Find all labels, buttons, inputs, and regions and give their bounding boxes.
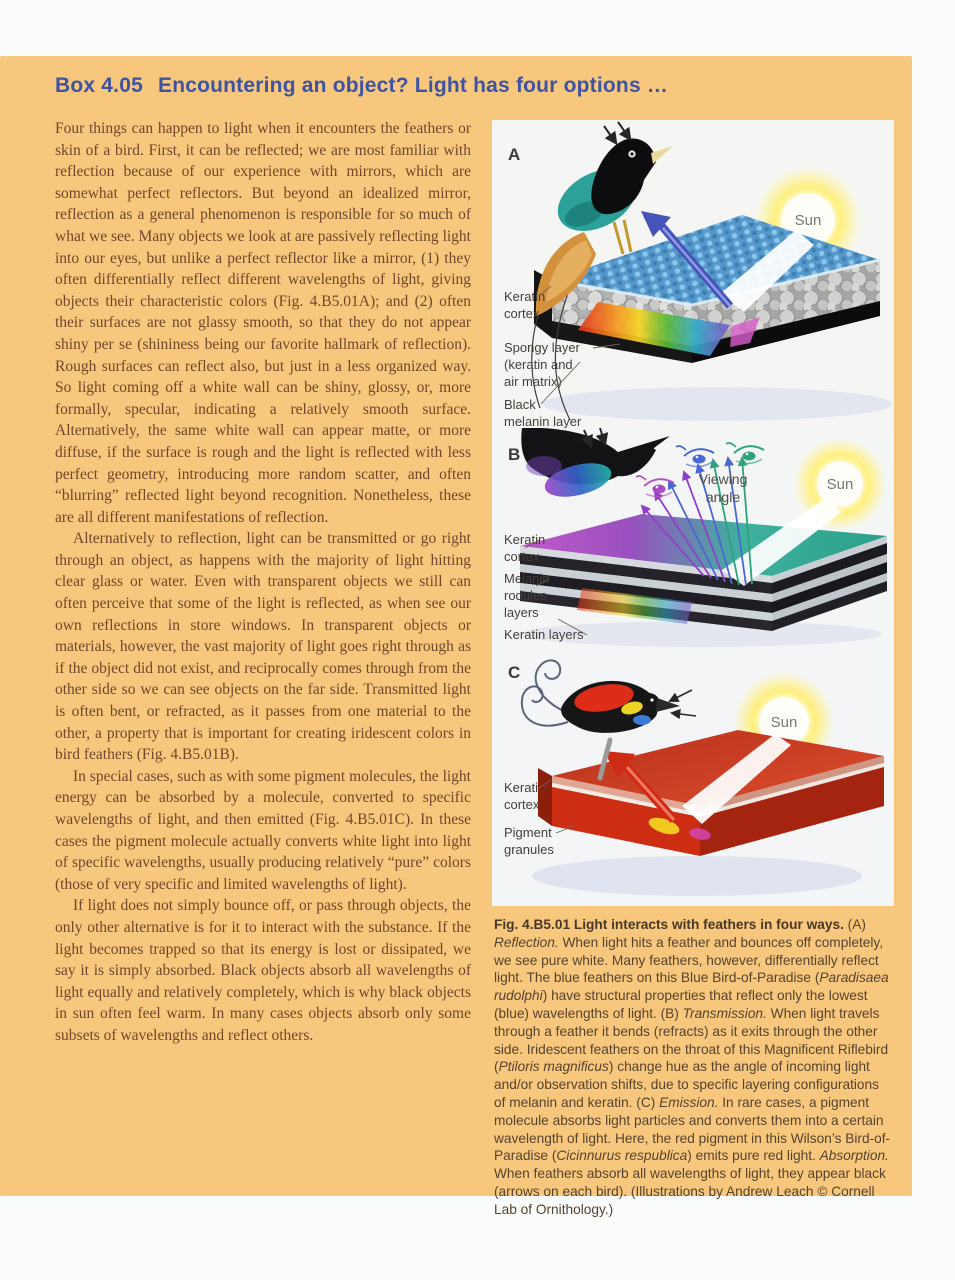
slab-left-edge	[538, 768, 552, 826]
spongy-layer-label: air matrix)	[504, 374, 562, 389]
box-title	[55, 74, 895, 98]
sun-a-label: Sun	[794, 212, 822, 229]
panel-b-letter: B	[508, 445, 521, 464]
caption-text: When light travels through a feather it bends (refracts) as it exits through the other side. Iridescent feathers on the throat of this Magnificent Riflebird (	[494, 1005, 889, 1075]
panel-a-letter: A	[508, 145, 521, 164]
bird-pupil	[630, 152, 633, 155]
caption-emission: Emission.	[659, 1094, 719, 1110]
caption-reflection: Reflection.	[494, 934, 559, 950]
caption-species: Paradisaea rudolphi	[494, 970, 889, 1004]
panel-b-transmission	[492, 428, 894, 648]
caption-absorption: Absorption.	[819, 1148, 889, 1164]
paragraph-emission: In special cases, such as with some pigment molecules, the light energy can be absorbed by a molecule, converted to specific wavelengths of light, and then emitted (Fig. 4.B5.01C). In these cases the pigment molecule actually converts white light into light of specific wavelengths, usually producing relatively “pure” colors (those of very specific and limited wavelengths of light).	[55, 767, 471, 893]
article-text	[55, 118, 471, 1047]
sun-c-label: Sun	[770, 714, 798, 731]
viewing-angle-label: Viewing	[698, 471, 748, 487]
panel-a-reflection	[492, 120, 894, 428]
keratin-cortex-label: cortex	[504, 306, 540, 321]
bird-eye	[650, 698, 653, 701]
black-melanin-label: melanin layer	[504, 414, 582, 428]
caption-species: Ptiloris magnificus	[498, 1059, 609, 1075]
figure-illustration	[492, 120, 894, 906]
caption-species: Cicinnurus respublica	[556, 1148, 688, 1164]
keratin-cortex-label: cortex	[504, 797, 540, 812]
keratin-layers-label: Keratin layers	[504, 627, 584, 642]
caption-text: In rare cases, a pigment molecule absorbs light particles and converts them into a certain wavelength of light. Here, the red pigment in this Wilson’s Bird-of-Paradise (	[494, 1094, 891, 1164]
keratin-cortex-label: cortex	[504, 549, 540, 564]
spongy-layer-label: Spongy layer	[504, 340, 580, 355]
caption-fig-number: Fig. 4.B5.01 Light interacts with feathers in four ways.	[494, 917, 848, 932]
pigment-granules-label: Pigment	[504, 825, 552, 840]
melanin-rodules-label: rodules	[504, 588, 547, 603]
ground-shadow	[542, 387, 892, 421]
caption-transmission: Transmission.	[682, 1005, 767, 1021]
panel-c-letter: C	[508, 663, 521, 682]
sun-b-label: Sun	[826, 476, 854, 493]
figure	[492, 120, 894, 1219]
paragraph-reflection: Four things can happen to light when it encounters the feathers or skin of a bird. First, it can be reflected; we are most familiar with reflection because of our experience with mirrors, which are somewhat perfect reflectors. But beyond an idealized mirror, reflection as a general phenomenon is responsible for so much of what we see. Many objects we look at are passively reflecting light into our eyes, but unlike a perfect reflector like a mirror, (1) they often differentially reflect different wavelengths of light, giving objects their characteristic colors (Fig. 4.B5.01A); and (2) often their surfaces are not glassy smooth, so that they do not appear shiny per se (shininess being our favorite hallmark of reflection). Rough surfaces can reflect also, but just in a less organized way. So light coming off a white wall can be shiny, glossy, or, more formally, specular, indicating a relatively smooth surface. Alternatively, the same white wall can appear matte, or more diffuse, if the surface is rough and the light is reflected with less perfect geometry, introducing more random scatter, and often “blurring” reflected light beyond recognition. Nonetheless, these are all different manifestations of reflection.	[55, 120, 471, 526]
paragraph-absorption: If light does not simply bounce off, or pass through objects, the only other alternative is for it to interact with the substance. If the light becomes trapped so that its energy is lost or dissipated, we say it is simply absorbed. Black objects absorb all wavelengths of light equally and relatively completely, which is why black objects in sun often feel warm. In many cases objects absorb only some subsets of wavelengths and reflect others.	[55, 897, 471, 1044]
keratin-cortex-label: Keratin	[504, 289, 546, 304]
caption-text: ) emits pure red light.	[687, 1148, 820, 1164]
box-heading: Encountering an object? Light has four options …	[157, 74, 669, 97]
melanin-rodules-label: layers	[504, 605, 539, 620]
caption-text: (A)	[847, 917, 866, 932]
pigment-granules-label: granules	[504, 842, 554, 857]
keratin-cortex-label: Keratin	[504, 780, 546, 795]
box-4-05	[0, 56, 912, 1217]
blue-patch	[633, 715, 651, 725]
keratin-cortex-label: Keratin	[504, 532, 546, 547]
caption-text: When feathers absorb all wavelengths of light, they appear black (arrows on each bird). (Illustrations by Andrew Leach © Cornell Lab of Ornithology.)	[494, 1166, 886, 1217]
ground-shadow	[532, 856, 862, 896]
black-melanin-label: Black	[504, 397, 536, 412]
caption-text: When light hits a feather and bounces off completely, we see pure white. Many feathers, however, differentially reflect light. The blue feathers on this Blue Bird-of-Paradise (	[494, 934, 884, 986]
viewing-angle-label: angle	[705, 489, 741, 505]
box-number: Box 4.05	[55, 74, 143, 97]
spongy-layer-label: (keratin and	[504, 357, 573, 372]
figure-caption	[494, 916, 892, 1219]
caption-text: ) change hue as the angle of incoming light and/or observation shifts, due to specific layering configurations of melanin and keratin. (C)	[494, 1059, 879, 1110]
caption-text: ) have structural properties that reflect only the lowest (blue) wavelengths of light. (B)	[494, 988, 868, 1021]
panel-c-emission	[492, 648, 894, 906]
melanin-rodules-label: Melanin	[504, 571, 550, 586]
paragraph-transmission: Alternatively to reflection, light can be transmitted or go right through an object, as happens with the majority of light hitting clear glass or water. Even with transparent objects we still can often perceive that some of the light is reflected, as when see our own reflections in store windows. In transparent objects or materials, however, the vast majority of light goes right through as if the object did not exist, and reciprocally comes through from the other side so we can see objects on the far side. Transmitted light is often bent, or refracted, as it passes from one material to the other, a property that is important for creating iridescent colors in bird feathers (Fig. 4.B5.01B).	[55, 530, 471, 764]
